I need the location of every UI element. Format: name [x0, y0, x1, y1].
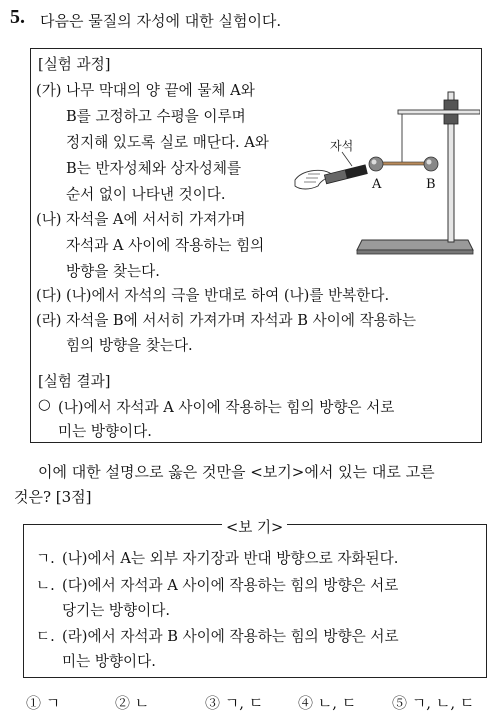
step-da-line: (나)에서 자석의 극을 반대로 하여 (나)를 반복한다.	[66, 287, 390, 304]
step-ra-line: 자석을 B에 서서히 가져가며 자석과 B 사이에 작용하는	[66, 312, 416, 329]
bogi-item-line: 미는 방향이다.	[62, 653, 156, 670]
result-header: [실험 결과]	[38, 373, 111, 390]
step-ga-line: B는 반자성체와 상자성체를	[66, 160, 242, 177]
label-a: A	[372, 177, 382, 192]
step-na-line: 자석을 A에 서서히 가져가며	[66, 211, 246, 228]
choice-number: ②	[115, 694, 131, 712]
choice-1[interactable]	[26, 692, 60, 713]
choice-5[interactable]	[392, 692, 474, 713]
step-ra-line: 힘의 방향을 찾는다.	[66, 337, 193, 354]
result-bullet: ○	[38, 396, 51, 413]
instruction-line: 이에 대한 설명으로 옳은 것만을 <보기>에서 있는 대로 고른	[38, 463, 435, 481]
bogi-item-line: (라)에서 자석과 B 사이에 작용하는 힘의 방향은 서로	[62, 628, 399, 645]
bogi-item-marker: ㄷ.	[36, 628, 55, 645]
result-line: (나)에서 자석과 A 사이에 작용하는 힘의 방향은 서로	[58, 399, 395, 416]
choice-text: ㄴ	[134, 694, 150, 712]
bogi-item-line: (나)에서 A는 외부 자기장과 반대 방향으로 자화된다.	[62, 550, 399, 567]
step-ga-line: 나무 막대의 양 끝에 물체 A와	[66, 82, 255, 99]
choice-2[interactable]	[115, 692, 149, 713]
stand-base	[357, 240, 473, 254]
choice-number: ⑤	[392, 694, 408, 712]
choice-number: ④	[298, 694, 314, 712]
step-ra-marker: (라)	[36, 312, 62, 329]
bogi-item-line: (다)에서 자석과 A 사이에 작용하는 힘의 방향은 서로	[62, 577, 399, 594]
step-ga-line: 정지해 있도록 실로 매단다. A와	[66, 134, 269, 151]
clamp-upper	[444, 100, 458, 110]
choice-3[interactable]	[205, 692, 263, 713]
result-line: 미는 방향이다.	[58, 423, 152, 440]
object-b	[424, 157, 438, 171]
choice-text: ㄱ	[45, 694, 61, 712]
choice-text: ㄴ, ㄷ	[317, 694, 357, 712]
question-prompt: 다음은 물질의 자성에 대한 실험이다.	[40, 12, 282, 30]
instruction-line: 것은? [3점]	[14, 488, 92, 506]
step-na-line: 방향을 찾는다.	[66, 263, 160, 280]
magnet	[324, 165, 367, 184]
step-ga-line: B를 고정하고 수평을 이루며	[66, 108, 246, 125]
question-number: 5.	[10, 6, 25, 28]
step-na-line: 자석과 A 사이에 작용하는 힘의	[66, 237, 265, 254]
magnet-pointer	[342, 152, 352, 166]
choice-4[interactable]	[298, 692, 356, 713]
object-b-highlight	[427, 160, 432, 165]
choice-number: ①	[26, 694, 42, 712]
stand-arm	[398, 110, 480, 114]
clamp-lower	[444, 114, 458, 124]
process-header: [실험 과정]	[38, 56, 111, 73]
step-ga-line: 순서 없이 나타낸 것이다.	[66, 186, 226, 203]
choice-number: ③	[205, 694, 221, 712]
experiment-figure	[290, 90, 480, 265]
wooden-rod	[376, 162, 430, 165]
step-da-marker: (다)	[36, 287, 62, 304]
bogi-item-marker: ㄱ.	[36, 550, 55, 567]
choice-text: ㄱ, ㄷ	[224, 694, 264, 712]
bogi-item-line: 당기는 방향이다.	[62, 602, 170, 619]
step-ga-marker: (가)	[36, 82, 62, 99]
object-a	[369, 157, 383, 171]
magnet-label: 자석	[330, 139, 354, 153]
bogi-item-marker: ㄴ.	[36, 577, 55, 594]
step-na-marker: (나)	[36, 211, 62, 228]
label-b: B	[426, 177, 436, 192]
choice-text: ㄱ, ㄴ, ㄷ	[411, 694, 475, 712]
bogi-title: <보 기>	[222, 516, 287, 537]
object-a-highlight	[372, 160, 377, 165]
